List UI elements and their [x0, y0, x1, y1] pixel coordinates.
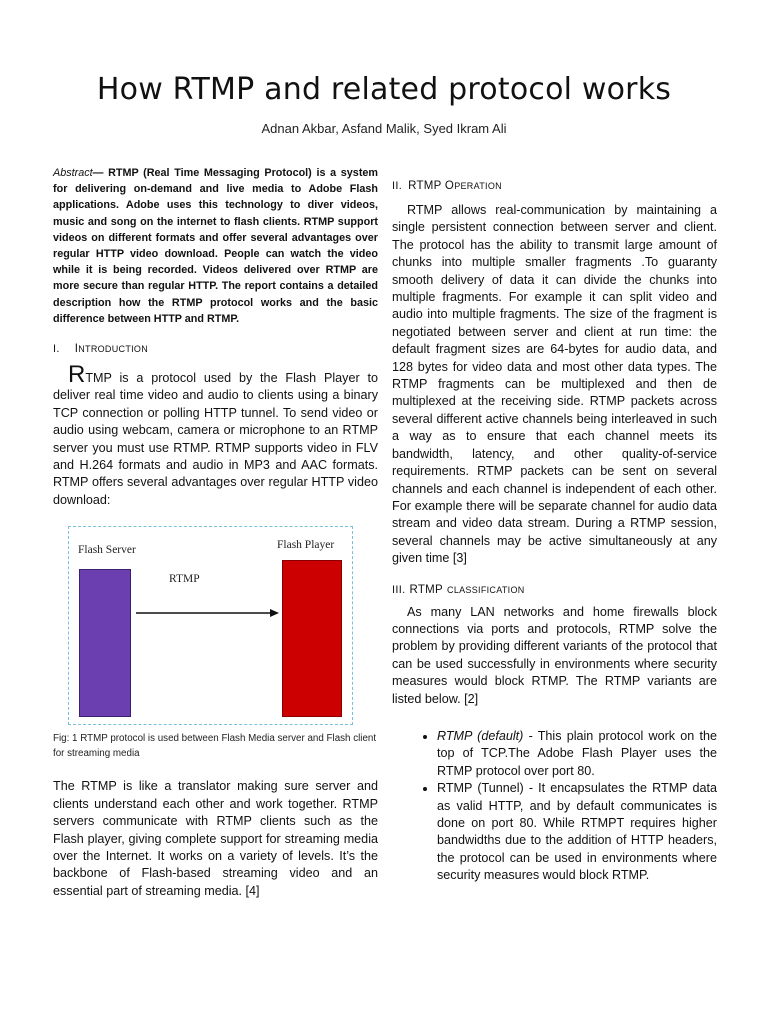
section-heading-classification: [392, 584, 717, 596]
operation-paragraph: RTMP allows real-communication by maintaining a single persistent connection between server and client. The protocol has the ability to transmit large amount of chunks into multiple smaller fragments .To guaranty smooth delivery of data it can divide the chunks into multiple fragments. For example it can split video and audio into multiple fragments. The size of the fragment is negotiated between server and client at run time: the default fragment sizes are 64-bytes for audio data, and 128 bytes for video data and most other data types. The RTMP fragments can be multiplexed and then de multiplexed at the receiving side. RTMP packets across several different active channels being interleaved in such a way as to ensure that each channel meets its bandwidth, latency, and other quality-of-service requirements. RTMP packets can be sent on several channels and each channel is independent of each other. For example there will be separate channel for audio data stream and video data stream. During a RTMP session, several channels may be active simultaneously at any given time [3]: [392, 203, 717, 566]
section-title-rest: NTRODUCTION: [78, 344, 149, 355]
rtmp-variants-list: [392, 728, 717, 885]
section-number: II.: [392, 180, 403, 192]
section-number: I.: [53, 343, 60, 356]
rtmp-arrow-label: RTMP: [169, 573, 200, 586]
section-number: III.: [392, 583, 406, 596]
abstract-dash: —: [92, 167, 109, 179]
right-arrow-icon: [136, 607, 280, 619]
intro-paragraph: [53, 361, 378, 509]
list-item: [437, 728, 717, 780]
section-title-big: RTMP O: [408, 180, 455, 192]
figure-rtmp-diagram: [68, 526, 353, 725]
variant-text: - It encapsulates the RTMP data as valid HTTP, and by default communicates is done on port 80. While RTMPT requires higher bandwidths due to the addition of HTTP headers, the protocol can be used in environments where security measures would block RTMP.: [437, 781, 717, 883]
abstract-text: RTMP (Real Time Messaging Protocol) is a system for delivering on-demand and live media to Adobe Flash applications. Adobe uses this technology to diver videos, music and song on the internet to flash clients. RTMP support videos on different formats and offer several advantages over regular HTTP video download. People can watch the video while it is being recorded. Videos delivered over RTMP are more secure than regular HTTP. The report contains a detailed description how the RTMP protocol works and the basic difference between HTTP and RTMP.: [53, 167, 379, 325]
variant-term: RTMP (default): [437, 728, 524, 743]
flash-player-box: [282, 560, 342, 717]
list-item: [437, 780, 717, 884]
abstract: [53, 165, 378, 327]
abstract-label: Abstract: [53, 167, 93, 179]
section-title-small: PERATION: [454, 181, 502, 191]
section-title-small: CLASSIFICATION: [447, 584, 525, 595]
paper-title: How RTMP and related protocol works: [96, 72, 672, 107]
right-column: [392, 180, 717, 885]
flash-server-label: Flash Server: [78, 544, 136, 557]
section-title-first: I: [74, 343, 79, 356]
section-heading-introduction: [53, 343, 378, 355]
intro-text: TMP is a protocol used by the Flash Player to deliver real time video and audio to clients using a binary TCP connection or polling HTTP tunnel. To send video or audio using webcam, camera or microphone to an RTMP server you must use RTMP. RTMP supports video in FLV and H.264 formats and audio in MP3 and AAC formats. RTMP offers several advantages over regular HTTP video download:: [53, 371, 378, 507]
drop-cap: R: [68, 361, 86, 389]
paper-authors: Adnan Akbar, Asfand Malik, Syed Ikram Ali: [261, 121, 507, 136]
flash-player-label: Flash Player: [277, 539, 335, 552]
left-column: [53, 165, 378, 900]
section-title-big: RTMP: [409, 583, 444, 596]
variant-text: - This plain protocol work on the top of TCP.The Adobe Flash Player uses the RTMP protocol over port 80.: [437, 728, 717, 778]
flash-server-box: [79, 569, 131, 717]
variant-term: RTMP (Tunnel): [437, 781, 524, 796]
figure-caption: Fig: 1 RTMP protocol is used between Flash Media server and Flash client for streaming media: [53, 733, 377, 759]
section-heading-operation: [392, 180, 717, 192]
classification-paragraph: As many LAN networks and home firewalls block connections via ports and protocols, RTMP solve the problem by providing different variants of the protocol that can be used successfully in environments where security measures would block RTMP. The RTMP variants are listed below. [2]: [392, 604, 717, 706]
intro-paragraph-2: The RTMP is like a translator making sure server and clients understand each other and work together. RTMP servers communicate with RTMP clients such as the Flash player, giving complete support for streaming media over the Internet. It works on a variety of levels. It’s the backbone of Flash-based streaming video and an essential part of streaming media. [4]: [53, 779, 378, 898]
